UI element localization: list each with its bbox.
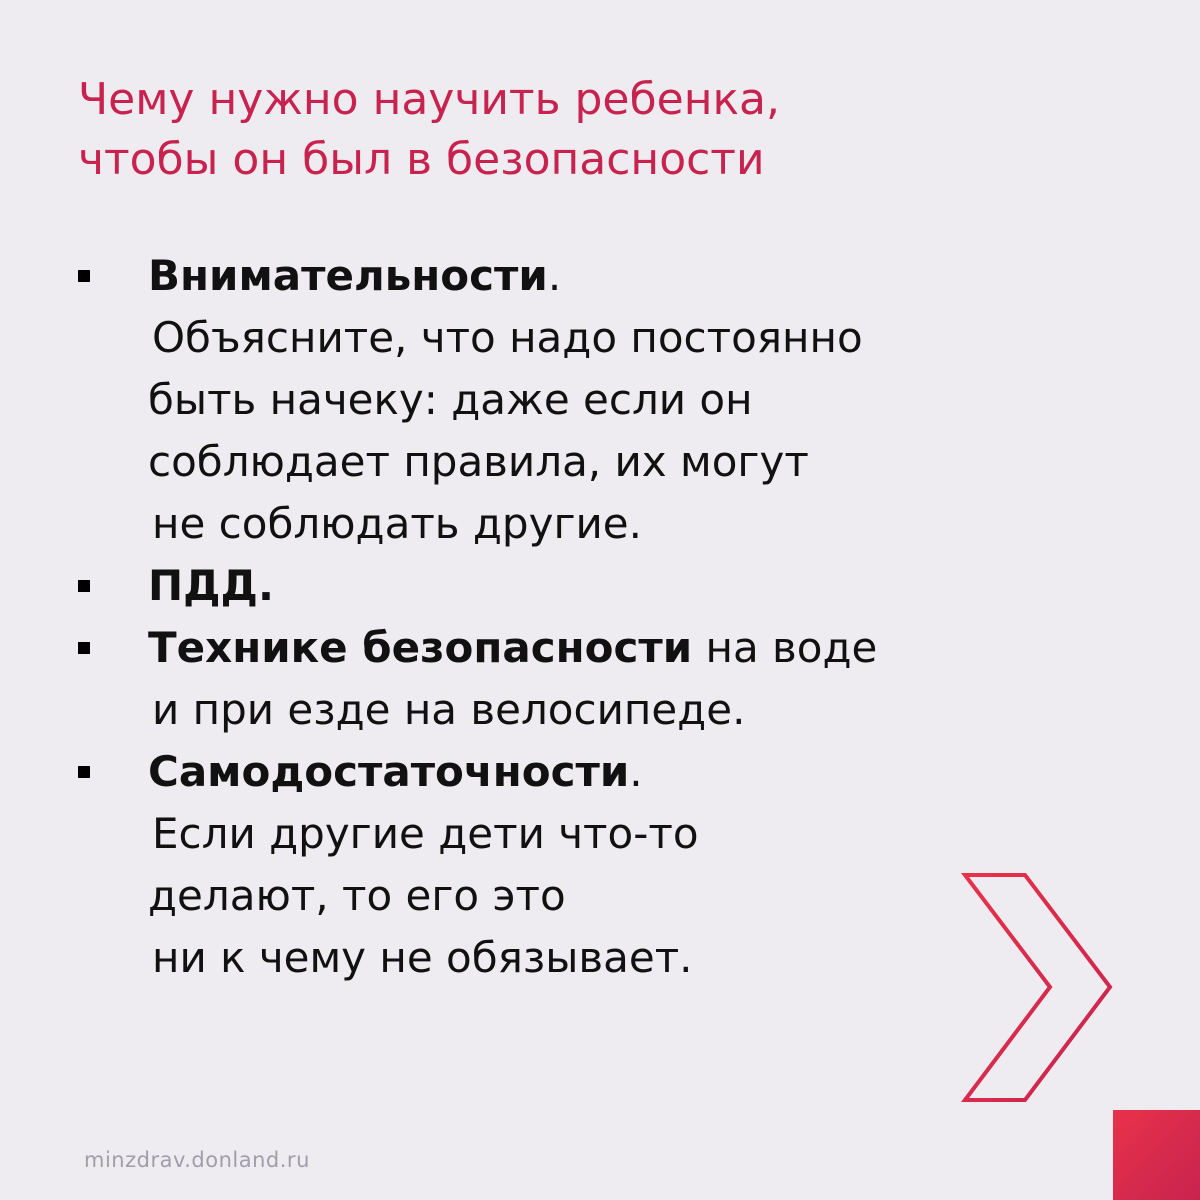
item-text-line: и при езде на велосипеде. [152,685,746,734]
title-line-2: чтобы он был в безопасности [78,134,765,185]
square-bullet-icon [78,642,90,654]
list-item [78,245,1078,555]
item-text-line: не соблюдать другие. [152,499,642,548]
list-item [78,617,1078,741]
title-line-1: Чему нужно научить ребенка, [78,74,780,125]
item-bold: ПДД. [148,561,274,610]
item-text-line: быть начеку: даже если он [148,375,753,424]
item-text-line: Если другие дети что-то [152,809,699,858]
list-item [78,555,1078,617]
list-item [78,741,1078,989]
square-bullet-icon [78,766,90,778]
item-bold: Внимательности [148,251,548,300]
square-bullet-icon [78,270,90,282]
website-link[interactable]: minzdrav.donland.ru [84,1148,310,1172]
item-rest: . [547,251,562,300]
chevron-right-icon [955,865,1125,1115]
item-rest: . [629,747,643,796]
page-title [78,70,1078,190]
item-text-line: Объясните, что надо постоянно [152,313,863,362]
safety-list [78,245,1078,989]
item-text-line: ни к чему не обязывает. [152,933,693,982]
item-bold: Самодостаточности [148,747,630,796]
square-bullet-icon [78,580,90,592]
item-text-line: соблюдает правила, их могут [148,437,809,486]
corner-accent [1113,1110,1200,1200]
item-text-line: делают, то его это [148,871,566,920]
item-rest: на воде [692,623,878,672]
item-bold: Технике безопасности [148,623,693,672]
